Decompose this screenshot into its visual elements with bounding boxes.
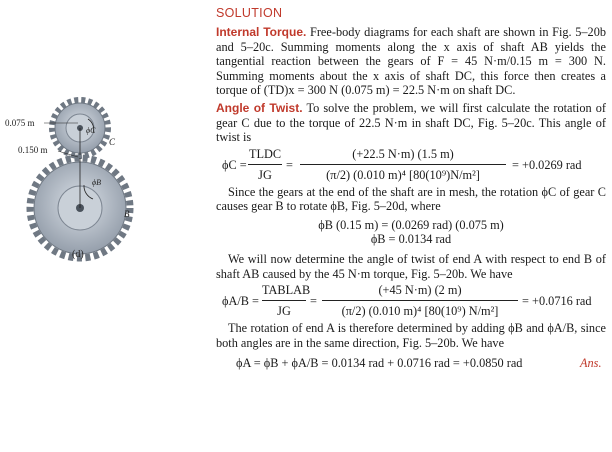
equation-phi-c	[216, 145, 606, 185]
ans-label: Ans.	[580, 356, 602, 371]
eq1-equals: =	[286, 157, 293, 172]
eq3-equals: =	[310, 294, 317, 309]
eq3-symbolic-num: TABLAB	[262, 283, 306, 301]
gears-diagram	[0, 95, 205, 270]
solution-heading: SOLUTION	[216, 6, 283, 20]
internal-torque-text: Free-body diagrams for each shaft are shown in Fig. 5–20b and 5–20c. Summing moments along the x axis of shaft AB yields the tangential reaction between the gears of F = 45 N·m/0.15 m = 300 N. Summing moments about the x axis of shaft DC, this force then creates a torque of (TD)x = 300 N (0.075 m) = 22.5 N·m on shaft DC.	[216, 25, 606, 98]
eq1-symbolic-den: JG	[258, 167, 272, 182]
eq1-symbolic-fraction	[248, 147, 282, 183]
eq2-line2: ϕB = 0.0134 rad	[370, 231, 452, 246]
equation-phi-b	[216, 218, 606, 246]
internal-torque-paragraph	[216, 25, 606, 98]
eq1-lhs: ϕC =	[222, 157, 247, 172]
gear-c-label: C	[109, 137, 116, 147]
eq3-numerator: (+45 N·m) (2 m)	[322, 283, 518, 301]
eq3-result: = +0.0716 rad	[522, 294, 592, 309]
internal-torque-title: Internal Torque.	[216, 25, 307, 39]
eq3-lhs: ϕA/B =	[222, 294, 259, 309]
solution-content	[216, 3, 606, 372]
equation-phi-ab	[216, 281, 606, 321]
eq1-denominator: (π/2) (0.010 m)⁴ [80(10⁹)N/m²]	[326, 167, 480, 182]
phi-b-label: ϕB	[92, 178, 102, 187]
final-equation	[216, 356, 606, 372]
rotation-paragraph: The rotation of end A is therefore determined by adding ϕB and ϕA/B, since both angles are in the same direction, Fig. 5–20b. We have	[216, 321, 606, 350]
final-expression: ϕA = ϕB + ϕA/B = 0.0134 rad + 0.0716 rad = +0.0850 rad	[236, 356, 523, 371]
eq3-symbolic-fraction	[262, 283, 311, 319]
twist-paragraph: We will now determine the angle of twist of end A with respect to end B of shaft AB caused by the 45 N·m torque, Fig. 5–20b. We have	[216, 251, 606, 281]
eq2-line1: ϕB (0.15 m) = (0.0269 rad) (0.075 m)	[318, 217, 504, 232]
phi-c-label: ϕC	[86, 126, 96, 135]
figure-caption: (d)	[72, 249, 84, 260]
eq1-numerator: (+22.5 N·m) (1.5 m)	[300, 147, 506, 165]
gear-b-label: B	[124, 209, 130, 219]
eq3-numeric-fraction	[322, 283, 518, 319]
angle-paragraph	[216, 101, 606, 145]
eq3-denominator: (π/2) (0.010 m)⁴ [80(10⁹) N/m²]	[341, 304, 499, 319]
angle-title: Angle of Twist.	[216, 100, 303, 115]
dim-top-label: 0.075 m	[5, 118, 35, 128]
eq1-result: = +0.0269 rad	[512, 157, 582, 172]
eq1-numeric-fraction	[300, 147, 506, 183]
mesh-paragraph: Since the gears at the end of the shaft are in mesh, the rotation ϕC of gear C causes gear B to rotate ϕB, Fig. 5–20d, where	[216, 184, 606, 214]
eq1-symbolic-num: TLDC	[248, 147, 282, 165]
dim-bottom-label: 0.150 m	[18, 145, 48, 155]
eq3-symbolic-den: JG	[277, 304, 291, 319]
angle-text: To solve the problem, we will first calculate the rotation of gear C due to the torque of 22.5 N·m in shaft DC, Fig. 5–20c. This angle of twist is	[216, 100, 606, 145]
gear-figure	[0, 95, 205, 270]
